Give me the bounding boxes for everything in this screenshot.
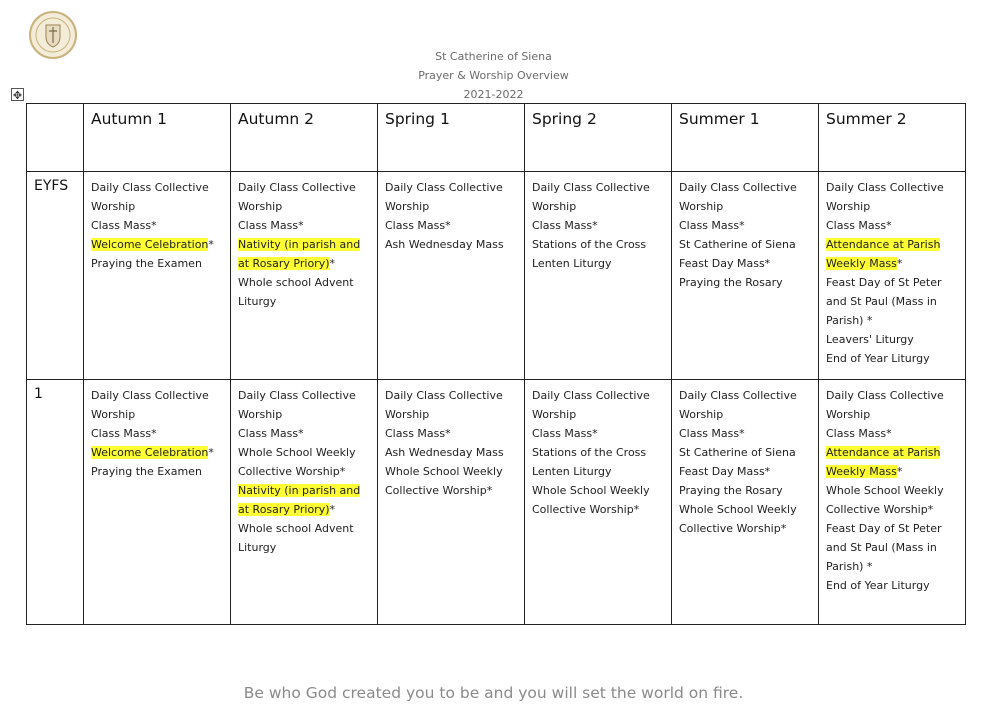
cell-item [532,462,667,481]
item-text: Liturgy [238,541,277,554]
cell-item [826,330,961,349]
cell-year1-summer-2 [819,380,966,625]
item-suffix: * [208,446,214,459]
cell-item [238,405,373,424]
item-text: Collective Worship* [238,465,346,478]
highlighted-text: Attendance at Parish [826,238,941,251]
column-header-summer-2: Summer 2 [819,104,966,172]
item-text: Class Mass* [238,219,304,232]
cell-item [91,254,226,273]
cell-item [679,216,814,235]
highlighted-text: Attendance at Parish [826,446,941,459]
item-text: Daily Class Collective [238,389,356,402]
cell-item [385,405,520,424]
cell-eyfs-autumn-1 [84,172,231,380]
cell-item [91,386,226,405]
cell-item [238,386,373,405]
corner-cell [27,104,84,172]
item-list [679,178,814,292]
cell-item [679,481,814,500]
item-text: Class Mass* [385,219,451,232]
item-text: Worship [385,408,430,421]
cell-item [826,197,961,216]
cell-item [385,424,520,443]
item-text: Class Mass* [532,219,598,232]
cell-year1-summer-1 [672,380,819,625]
item-text: Daily Class Collective [91,389,209,402]
cell-eyfs-spring-2 [525,172,672,380]
cell-year1-spring-1 [378,380,525,625]
item-list [532,178,667,273]
item-list [679,386,814,538]
cell-item [238,178,373,197]
item-suffix: * [208,238,214,251]
item-text: Collective Worship* [826,503,934,516]
item-text: St Catherine of Siena [679,238,796,251]
item-list [532,386,667,519]
highlighted-text: Welcome Celebration [91,446,209,459]
item-text: End of Year Liturgy [826,352,930,365]
worship-overview-table [26,103,966,625]
school-name: St Catherine of Siena [435,50,552,63]
item-text: Feast Day of St Peter [826,522,942,535]
item-text: Praying the Rosary [679,276,783,289]
cell-item [826,424,961,443]
item-text: Class Mass* [238,427,304,440]
item-text: Praying the Rosary [679,484,783,497]
cell-item [238,216,373,235]
item-text: Daily Class Collective [385,389,503,402]
cell-year1-autumn-1 [84,380,231,625]
item-text: Worship [826,200,871,213]
item-text: Whole School Weekly [238,446,356,459]
item-text: Collective Worship* [532,503,640,516]
row-label-eyfs: EYFS [27,172,84,380]
table-move-handle-icon[interactable]: ✥ [12,89,23,102]
cell-item [91,405,226,424]
cell-item [826,273,961,292]
item-text: Parish) * [826,314,873,327]
cell-item [826,235,961,254]
cell-item [385,216,520,235]
table-row-eyfs [27,172,966,380]
cell-eyfs-summer-1 [672,172,819,380]
item-text: Stations of the Cross [532,238,647,251]
cell-item [826,349,961,368]
cell-item [238,273,373,292]
column-header-autumn-1: Autumn 1 [84,104,231,172]
cell-item [532,405,667,424]
item-text: St Catherine of Siena [679,446,796,459]
item-suffix: * [896,465,903,478]
cell-eyfs-autumn-2 [231,172,378,380]
highlighted-text: at Rosary Priory) [238,503,330,516]
item-text: Daily Class Collective [679,389,797,402]
highlighted-text: Nativity (in parish and [238,484,361,497]
cell-item [91,235,226,254]
cell-item [532,197,667,216]
item-text: Daily Class Collective [532,181,650,194]
cell-item [826,216,961,235]
cell-item [679,235,814,254]
item-text: Whole school Advent [238,522,354,535]
cell-item [238,519,373,538]
cell-item [532,216,667,235]
item-text: Ash Wednesday Mass [385,446,504,459]
cell-item [679,405,814,424]
item-list [385,386,520,500]
cell-item [238,235,373,254]
cell-year1-spring-2 [525,380,672,625]
row-label-year-1: 1 [27,380,84,625]
item-text: Whole school Advent [238,276,354,289]
cell-item [238,538,373,557]
document-title: Prayer & Worship Overview [418,69,569,82]
item-text: Collective Worship* [385,484,493,497]
item-suffix: * [896,257,903,270]
item-text: Class Mass* [91,427,157,440]
item-text: Worship [679,408,724,421]
item-text: Lenten Liturgy [532,257,612,270]
cell-item [532,481,667,500]
cell-item [826,254,961,273]
cell-item [826,443,961,462]
item-list [826,178,961,368]
item-text: Daily Class Collective [238,181,356,194]
cell-item [679,519,814,538]
item-text: Daily Class Collective [826,181,944,194]
item-text: and St Paul (Mass in [826,295,937,308]
cell-item [238,443,373,462]
cell-item [385,178,520,197]
cell-item [826,386,961,405]
cell-item [826,576,961,595]
item-text: Collective Worship* [679,522,787,535]
item-text: Daily Class Collective [91,181,209,194]
item-text: Class Mass* [679,219,745,232]
cell-item [385,386,520,405]
cell-item [826,538,961,557]
item-text: Daily Class Collective [826,389,944,402]
cell-item [385,443,520,462]
item-text: Praying the Examen [91,257,202,270]
cell-item [826,292,961,311]
item-text: Ash Wednesday Mass [385,238,504,251]
item-suffix: * [329,503,336,516]
item-text: Feast Day of St Peter [826,276,942,289]
item-text: Lenten Liturgy [532,465,612,478]
cell-item [91,462,226,481]
item-list [91,386,226,481]
item-text: Worship [91,200,136,213]
cell-item [385,462,520,481]
item-text: Class Mass* [91,219,157,232]
cell-item [532,235,667,254]
cell-item [679,197,814,216]
item-text: Feast Day Mass* [679,257,771,270]
item-text: Parish) * [826,560,873,573]
item-text: Daily Class Collective [532,389,650,402]
item-text: Class Mass* [826,427,892,440]
cell-item [679,386,814,405]
item-text: Feast Day Mass* [679,465,771,478]
highlighted-text: Nativity (in parish and [238,238,361,251]
item-text: Class Mass* [679,427,745,440]
cell-item [679,254,814,273]
cell-item [532,254,667,273]
column-header-spring-2: Spring 2 [525,104,672,172]
item-text: Whole School Weekly [385,465,503,478]
item-text: Worship [238,408,283,421]
item-text: Worship [826,408,871,421]
cell-item [679,273,814,292]
highlighted-text: Welcome Celebration [91,238,209,251]
item-list [385,178,520,254]
cell-item [238,254,373,273]
item-text: End of Year Liturgy [826,579,930,592]
item-text: Daily Class Collective [679,181,797,194]
item-text: Worship [532,200,577,213]
item-text: Whole School Weekly [532,484,650,497]
cell-item [238,424,373,443]
cell-item [532,386,667,405]
school-motto: Be who God created you to be and you will set the world on fire. [243,684,744,702]
item-text: Class Mass* [532,427,598,440]
item-text: Praying the Examen [91,465,202,478]
cell-eyfs-spring-1 [378,172,525,380]
item-list [826,386,961,595]
item-list [91,178,226,273]
cell-item [385,197,520,216]
cell-item [238,292,373,311]
item-text: Liturgy [238,295,277,308]
highlighted-text: Weekly Mass [826,465,897,478]
cell-item [679,443,814,462]
cell-item [679,178,814,197]
table-row-year-1 [27,380,966,625]
cell-item [238,481,373,500]
cell-item [91,216,226,235]
cell-item [679,424,814,443]
cell-item [532,500,667,519]
item-text: Leavers' Liturgy [826,333,914,346]
item-text: Class Mass* [385,427,451,440]
item-text: Class Mass* [826,219,892,232]
column-header-spring-1: Spring 1 [378,104,525,172]
item-text: Worship [238,200,283,213]
cell-item [532,443,667,462]
cell-item [91,424,226,443]
cell-item [826,311,961,330]
cell-item [238,500,373,519]
item-text: Daily Class Collective [385,181,503,194]
cell-item [385,235,520,254]
cell-eyfs-summer-2 [819,172,966,380]
cell-item [238,462,373,481]
item-suffix: * [329,257,336,270]
cell-item [826,462,961,481]
cell-item [679,462,814,481]
cell-item [385,481,520,500]
item-text: Whole School Weekly [679,503,797,516]
cell-item [679,500,814,519]
cell-item [238,197,373,216]
cell-item [532,178,667,197]
cell-item [826,519,961,538]
table-header-row [27,104,966,172]
item-text: Worship [532,408,577,421]
cell-item [826,557,961,576]
cell-item [826,405,961,424]
column-header-autumn-2: Autumn 2 [231,104,378,172]
cell-item [532,424,667,443]
cell-item [826,178,961,197]
item-text: Whole School Weekly [826,484,944,497]
cell-item [826,481,961,500]
item-text: Worship [91,408,136,421]
cell-item [91,443,226,462]
item-text: Stations of the Cross [532,446,647,459]
cell-item [91,197,226,216]
item-text: Worship [385,200,430,213]
item-list [238,386,373,557]
cell-item [91,178,226,197]
highlighted-text: Weekly Mass [826,257,897,270]
cell-year1-autumn-2 [231,380,378,625]
item-text: Worship [679,200,724,213]
item-text: and St Paul (Mass in [826,541,937,554]
highlighted-text: at Rosary Priory) [238,257,330,270]
item-list [238,178,373,311]
column-header-summer-1: Summer 1 [672,104,819,172]
academic-year: 2021-2022 [463,88,524,101]
cell-item [826,500,961,519]
